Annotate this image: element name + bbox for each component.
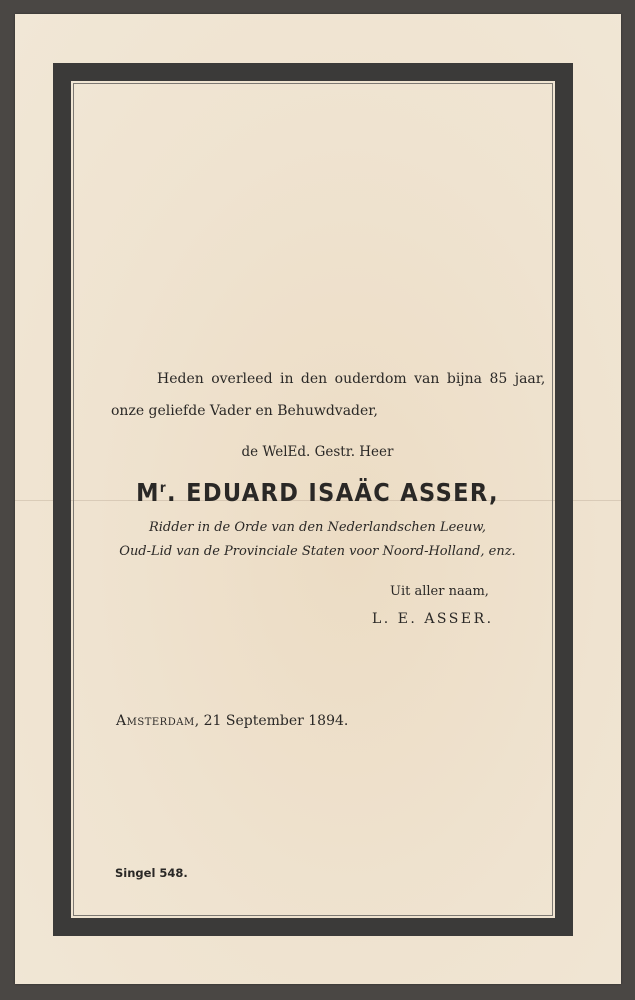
name-prefix-superscript: r	[159, 481, 168, 496]
name-prefix: M	[136, 478, 160, 507]
honorific-line: de WelEd. Gestr. Heer	[241, 444, 394, 460]
notice-date: , 21 September 1894.	[194, 713, 349, 729]
place-name: Amsterdam	[116, 713, 195, 729]
honour-line-provincial: Oud-Lid van de Provinciale Staten voor Noord-Holland, enz.	[119, 544, 516, 559]
honour-line-order: Ridder in de Orde van den Nederlandschen Leeuw,	[148, 520, 487, 535]
relation-line: onze geliefde Vader en Behuwdvader,	[111, 403, 378, 419]
address: Singel 548.	[115, 866, 188, 880]
place-date-line	[116, 713, 348, 729]
deceased-name	[32, 478, 604, 507]
signature-lead: Uit aller naam,	[390, 584, 489, 599]
name-text: . EDUARD ISAÄC ASSER,	[167, 478, 499, 507]
announcement-line: Heden overleed in den ouderdom van bijna 85 jaar,	[157, 371, 546, 387]
signature-name: L. E. ASSER.	[372, 611, 494, 627]
